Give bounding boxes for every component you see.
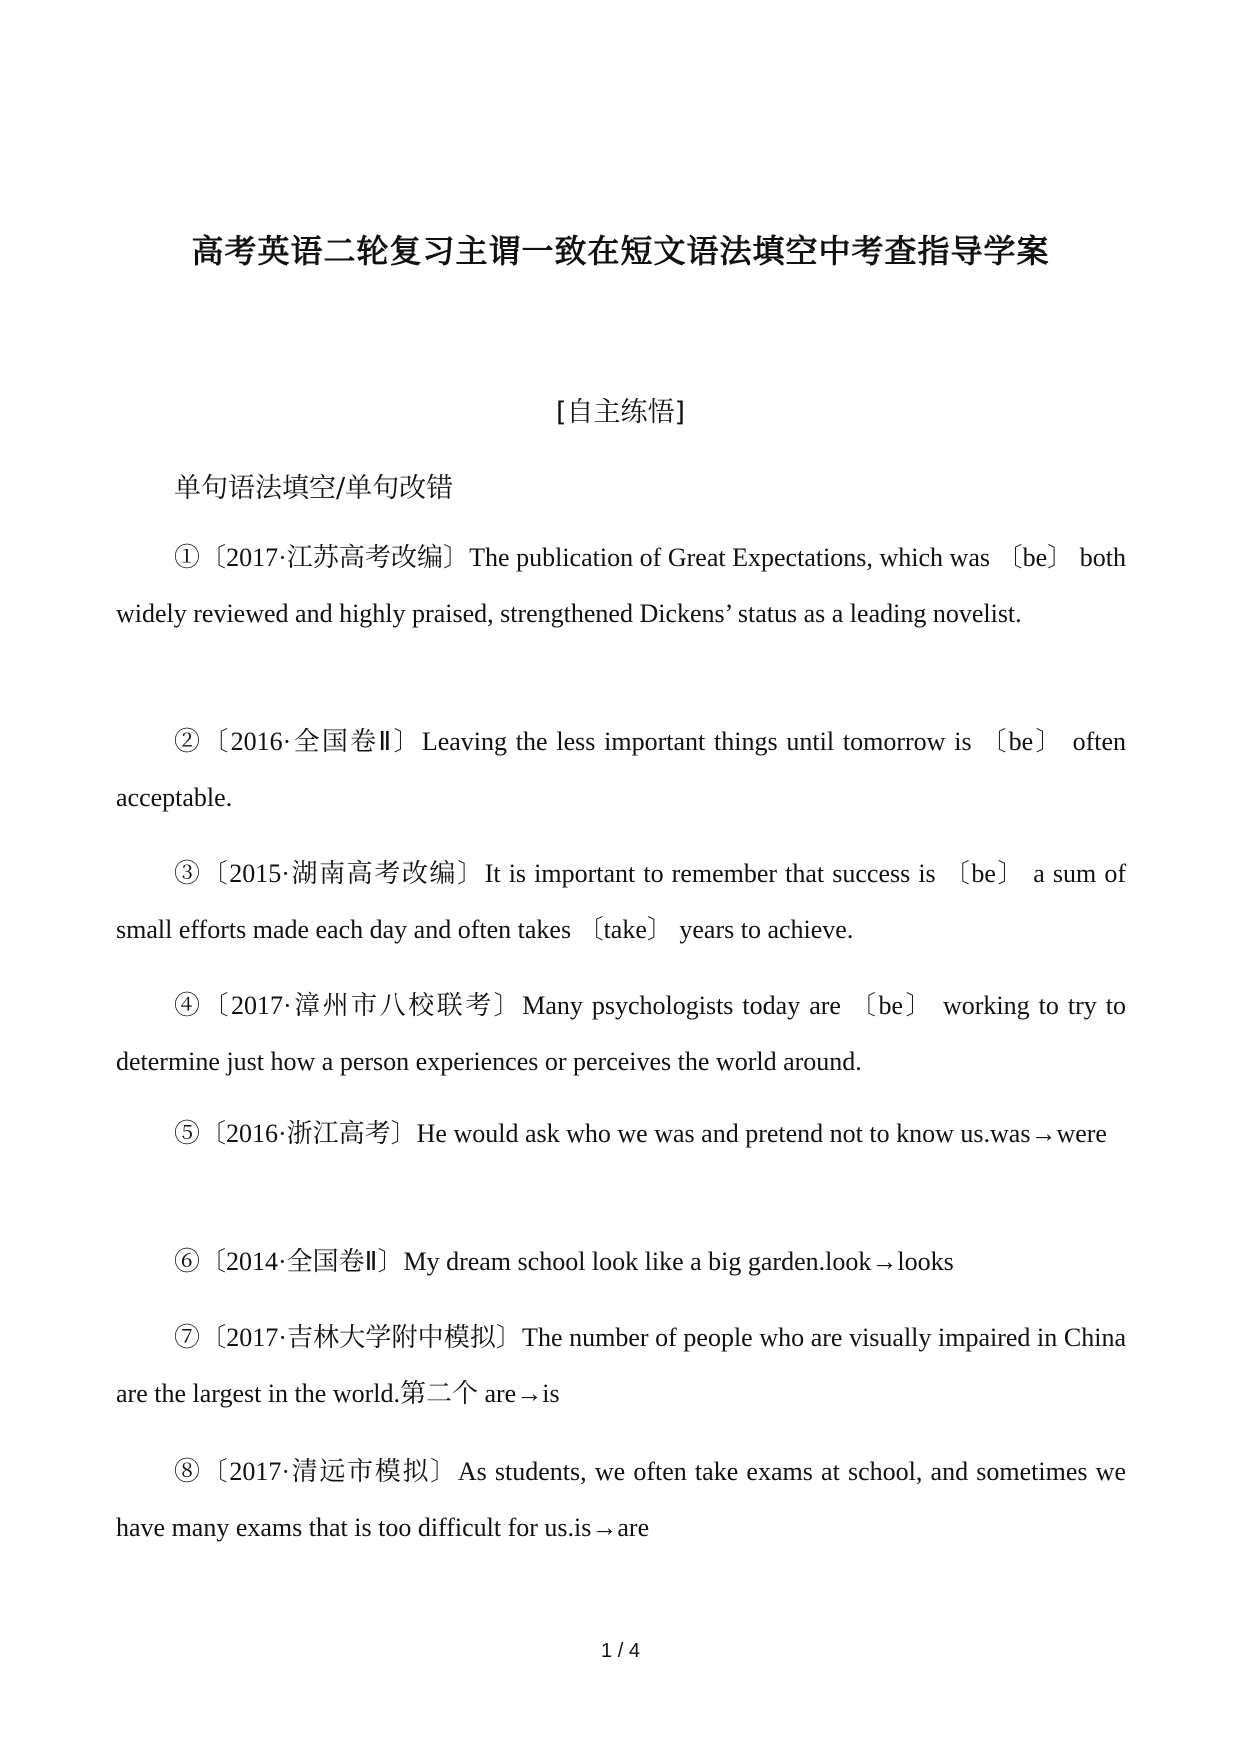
question-text: ③〔2015·湖南高考改编〕It is important to remember that success is 〔be〕 a sum of small efforts made each day and often takes 〔take〕 years to achieve. [116, 859, 1126, 944]
question-6 [116, 1234, 1126, 1290]
question-text: ⑧〔2017·清远市模拟〕As students, we often take exams at school, and sometimes we have many exams that is too difficult for us.is→are [116, 1457, 1126, 1542]
question-text: ④〔2017·漳州市八校联考〕Many psychologists today are 〔be〕 working to try to determine just how a person experiences or perceives the world around. [116, 991, 1126, 1076]
question-text: ⑥〔2014·全国卷Ⅱ〕My dream school look like a big garden.look→looks [174, 1247, 954, 1276]
question-1 [116, 530, 1126, 642]
question-text: ②〔2016·全国卷Ⅱ〕Leaving the less important things until tomorrow is 〔be〕 often acceptable. [116, 727, 1126, 812]
question-8 [116, 1444, 1126, 1556]
question-7 [116, 1310, 1126, 1422]
question-4 [116, 978, 1126, 1090]
page-number: 1 / 4 [601, 1640, 640, 1662]
question-5 [116, 1106, 1126, 1162]
question-2 [116, 714, 1126, 826]
section-heading: [自主练悟] [555, 397, 686, 428]
document-title: 高考英语二轮复习主谓一致在短文语法填空中考查指导学案 [191, 232, 1050, 270]
question-text: ①〔2017·江苏高考改编〕The publication of Great Expectations, which was 〔be〕 both widely reviewed and highly praised, strengthened Dickens’ status as a leading novelist. [116, 543, 1126, 628]
question-3 [116, 846, 1126, 958]
subheading: 单句语法填空/单句改错 [174, 473, 454, 504]
question-text: ⑦〔2017·吉林大学附中模拟〕The number of people who are visually impaired in China are the largest in the world.第二个 are→is [116, 1323, 1126, 1408]
question-text: ⑤〔2016·浙江高考〕He would ask who we was and pretend not to know us.was→were [174, 1119, 1107, 1148]
